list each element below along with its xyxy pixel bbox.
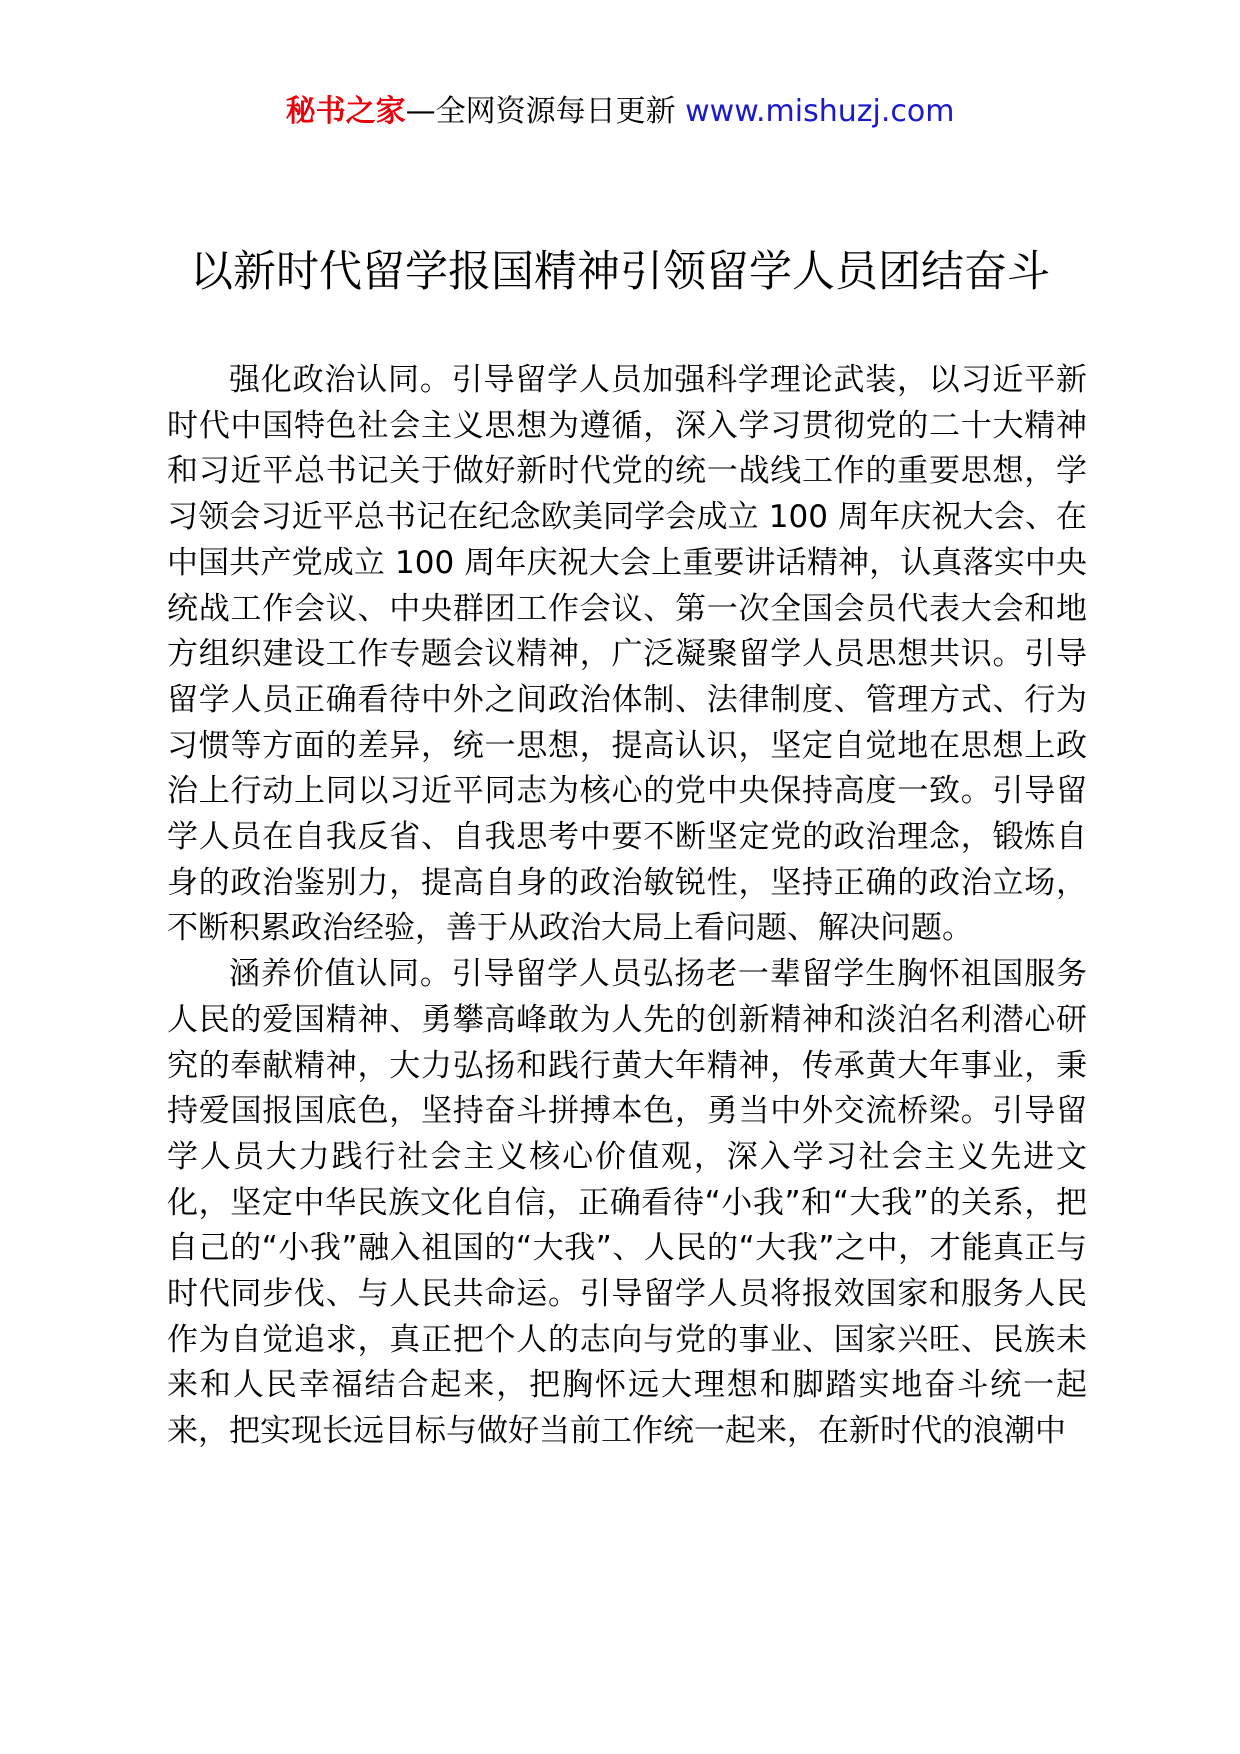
paragraph-value-identity: 涵养价值认同。引导留学人员弘扬老一辈留学生胸怀祖国服务人民的爱国精神、勇攀高峰敢为人先的创新精神和淡泊名利潜心研究的奉献精神，大力弘扬和践行黄大年精神，传承黄大年事业，秉持爱国报国底色，坚持奋斗拼搏本色，勇当中外交流桥梁。引导留学人员大力践行社会主义核心价值观，深入学习社会主义先进文化，坚定中华民族文化自信，正确看待“小我”和“大我”的关系，把自己的“小我”融入祖国的“大我”、人民的“大我”之中，才能真正与时代同步伐、与人民共命运。引导留学人员将报效国家和服务人民作为自觉追求，真正把个人的志向与党的事业、国家兴旺、民族未来和人民幸福结合起来，把胸怀远大理想和脚踏实地奋斗统一起来，把实现长远目标与做好当前工作统一起来，在新时代的浪潮中 [167, 956, 1087, 1450]
site-url-link[interactable]: www.mishuzj.com [685, 94, 955, 129]
site-brand: 秘书之家 [285, 94, 406, 129]
paragraph-political-identity: 强化政治认同。引导留学人员加强科学理论武装，以习近平新时代中国特色社会主义思想为遵循，深入学习贯彻党的二十大精神和习近平总书记关于做好新时代党的统一战线工作的重要思想，学习领会习近平总书记在纪念欧美同学会成立 100 周年庆祝大会、在中国共产党成立 100 周年庆祝大会上重要讲话精神，认真落实中央统战工作会议、中央群团工作会议、第一次全国会员代表大会和地方组织建设工作专题会议精神，广泛凝聚留学人员思想共识。引导留学人员正确看待中外之间政治体制、法律制度、管理方式、行为习惯等方面的差异，统一思想，提高认识，坚定自觉地在思想上政治上行动上同以习近平同志为核心的党中央保持高度一致。引导留学人员在自我反省、自我思考中要不断坚定党的政治理念，锻炼自身的政治鉴别力，提高自身的政治敏锐性，坚持正确的政治立场，不断积累政治经验，善于从政治大局上看问题、解决问题。 [167, 362, 1087, 947]
site-slogan: —全网资源每日更新 [405, 94, 676, 129]
document-body [167, 358, 1087, 1455]
document-title: 以新时代留学报国精神引领留学人员团结奋斗 [190, 247, 1050, 297]
site-header [0, 92, 1240, 132]
